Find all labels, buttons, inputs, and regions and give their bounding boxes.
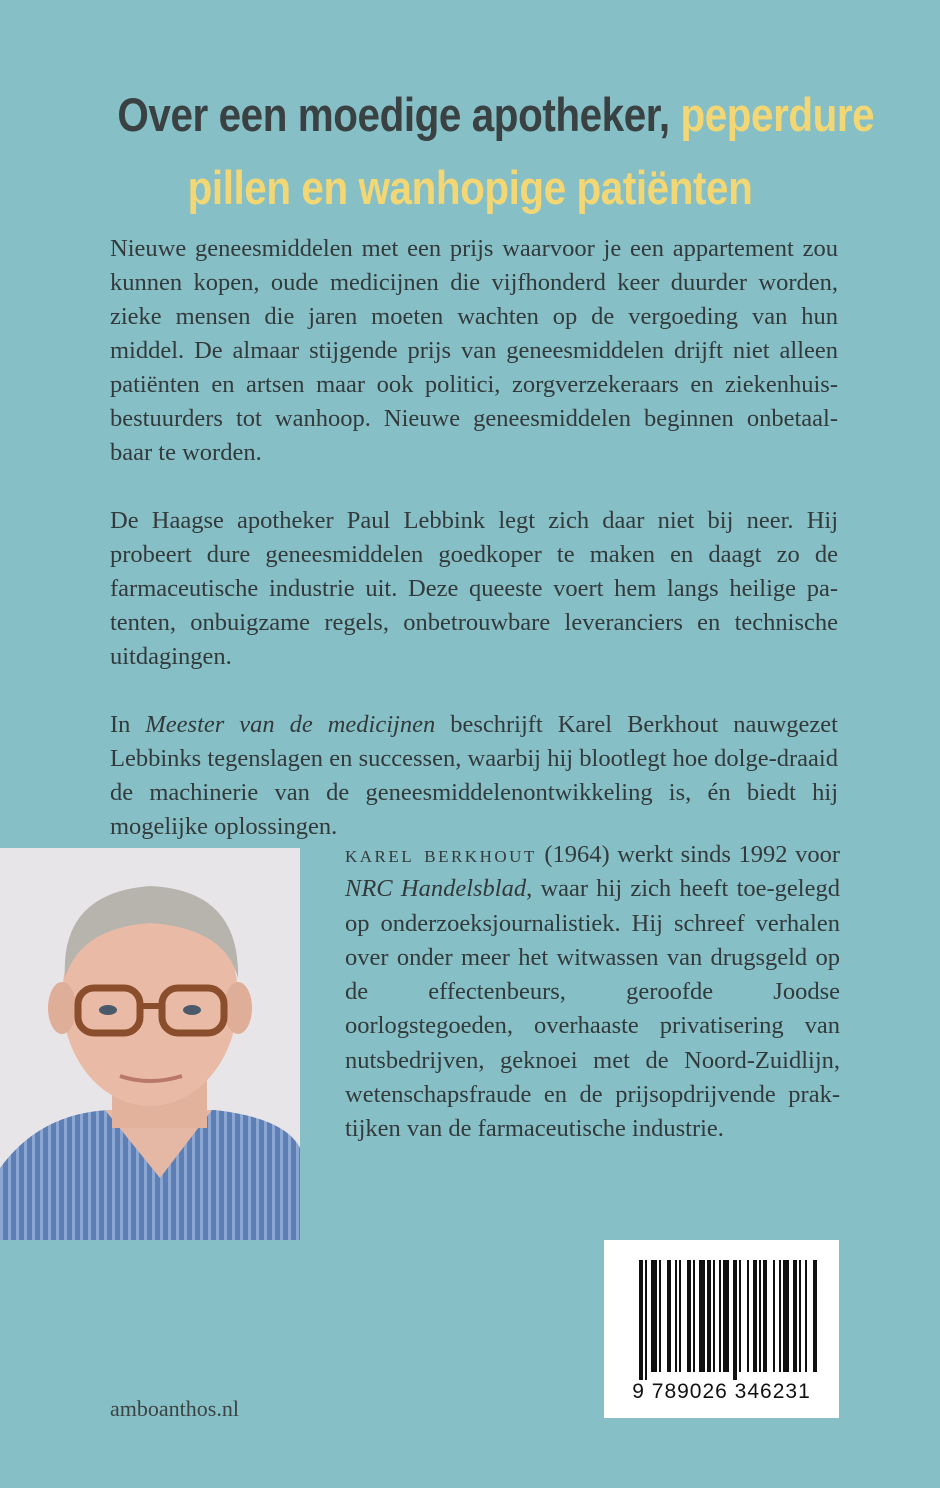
barcode-bar (679, 1260, 681, 1372)
blurb (110, 232, 838, 878)
headline-accent-2: pillen en wanhopige patiënten (187, 161, 753, 214)
barcode-bar (707, 1260, 711, 1372)
barcode-bar (675, 1260, 677, 1372)
barcode-bar (723, 1260, 729, 1372)
barcode-bar (651, 1260, 657, 1372)
barcode-bar (667, 1260, 671, 1372)
barcode-bar (719, 1260, 721, 1372)
author-name: karel berkhout (345, 841, 537, 868)
bio-text-2: , waar hij zich heeft toe-gelegd op onderzoeksjournalistiek. Hij schreef verhalen over onder meer het witwassen van drugsgeld op de effectenbeurs, geroofde Joodse oorlogstegoeden, overhaaste privatisering van nutsbedrijven, geknoei met de Noord-Zuidlijn, wetenschapsfraude en de prijsopdrijvende prak-tijken van de farmaceutische industrie. (345, 875, 840, 1143)
barcode-bar (687, 1260, 691, 1372)
bio-text-1: (1964) werkt sinds 1992 voor (536, 841, 840, 868)
barcode-bars (604, 1240, 839, 1380)
barcode (604, 1240, 839, 1418)
author-bio (345, 838, 840, 1147)
author-photo (0, 848, 300, 1240)
barcode-bar (739, 1260, 741, 1372)
barcode-bar (793, 1260, 797, 1372)
barcode-bar (805, 1260, 807, 1372)
p3-post: beschrijft Karel Berkhout nauwgezet Lebbinks tegenslagen en successen, waarbij hij blootlegt hoe dolge-draaid de machinerie van de geneesmiddelenontwikkeling is, én biedt hij mogelijke oplossingen. (110, 711, 838, 840)
barcode-bar (783, 1260, 789, 1372)
blurb-paragraph-3 (110, 708, 838, 844)
headline (117, 78, 875, 224)
headline-dark: Over een moedige apotheker, (117, 88, 681, 141)
barcode-bar (713, 1260, 715, 1372)
barcode-bar (773, 1260, 775, 1372)
barcode-bar (639, 1260, 643, 1380)
barcode-bar (659, 1260, 661, 1372)
headline-accent-1: peperdure (680, 88, 875, 141)
barcode-bar (747, 1260, 749, 1372)
barcode-bar (763, 1260, 767, 1372)
publisher-website: amboanthos.nl (110, 1396, 239, 1421)
p3-pre: In (110, 711, 146, 738)
barcode-bar (645, 1260, 647, 1380)
barcode-bar (813, 1260, 817, 1372)
barcode-bar (799, 1260, 801, 1372)
barcode-bar (699, 1260, 705, 1372)
barcode-bar (779, 1260, 781, 1372)
book-title: Meester van de medicijnen (145, 711, 436, 738)
barcode-bar (753, 1260, 757, 1372)
barcode-bar (759, 1260, 761, 1372)
blurb-paragraph-1: Nieuwe geneesmiddelen met een prijs waarvoor je een appartement zou kunnen kopen, oude medicijnen die vijfhonderd keer duurder worden, zieke mensen die jaren moeten wachten op de vergoeding van hun middel. De almaar stijgende prijs van geneesmiddelen drijft niet alleen patiënten en artsen maar ook politici, zorgverzekeraars en ziekenhuis-bestuurders tot wanhoop. Nieuwe geneesmiddelen beginnen onbetaal-baar te worden. (110, 235, 838, 466)
newspaper-name: NRC Handelsblad (345, 875, 527, 903)
barcode-bar (733, 1260, 737, 1380)
author-portrait-illustration (0, 848, 300, 1240)
blurb-paragraph-2: De Haagse apotheker Paul Lebbink legt zich daar niet bij neer. Hij probeert dure geneesmiddelen goedkoper te maken en daagt zo de farmaceutische industrie uit. Deze queeste voert hem langs heilige pa-tenten, onbuigzame regels, onbetrouwbare leveranciers en technische uitdagingen. (110, 507, 838, 670)
barcode-bar (693, 1260, 695, 1372)
isbn-number: 9 789026 346231 (632, 1380, 811, 1403)
